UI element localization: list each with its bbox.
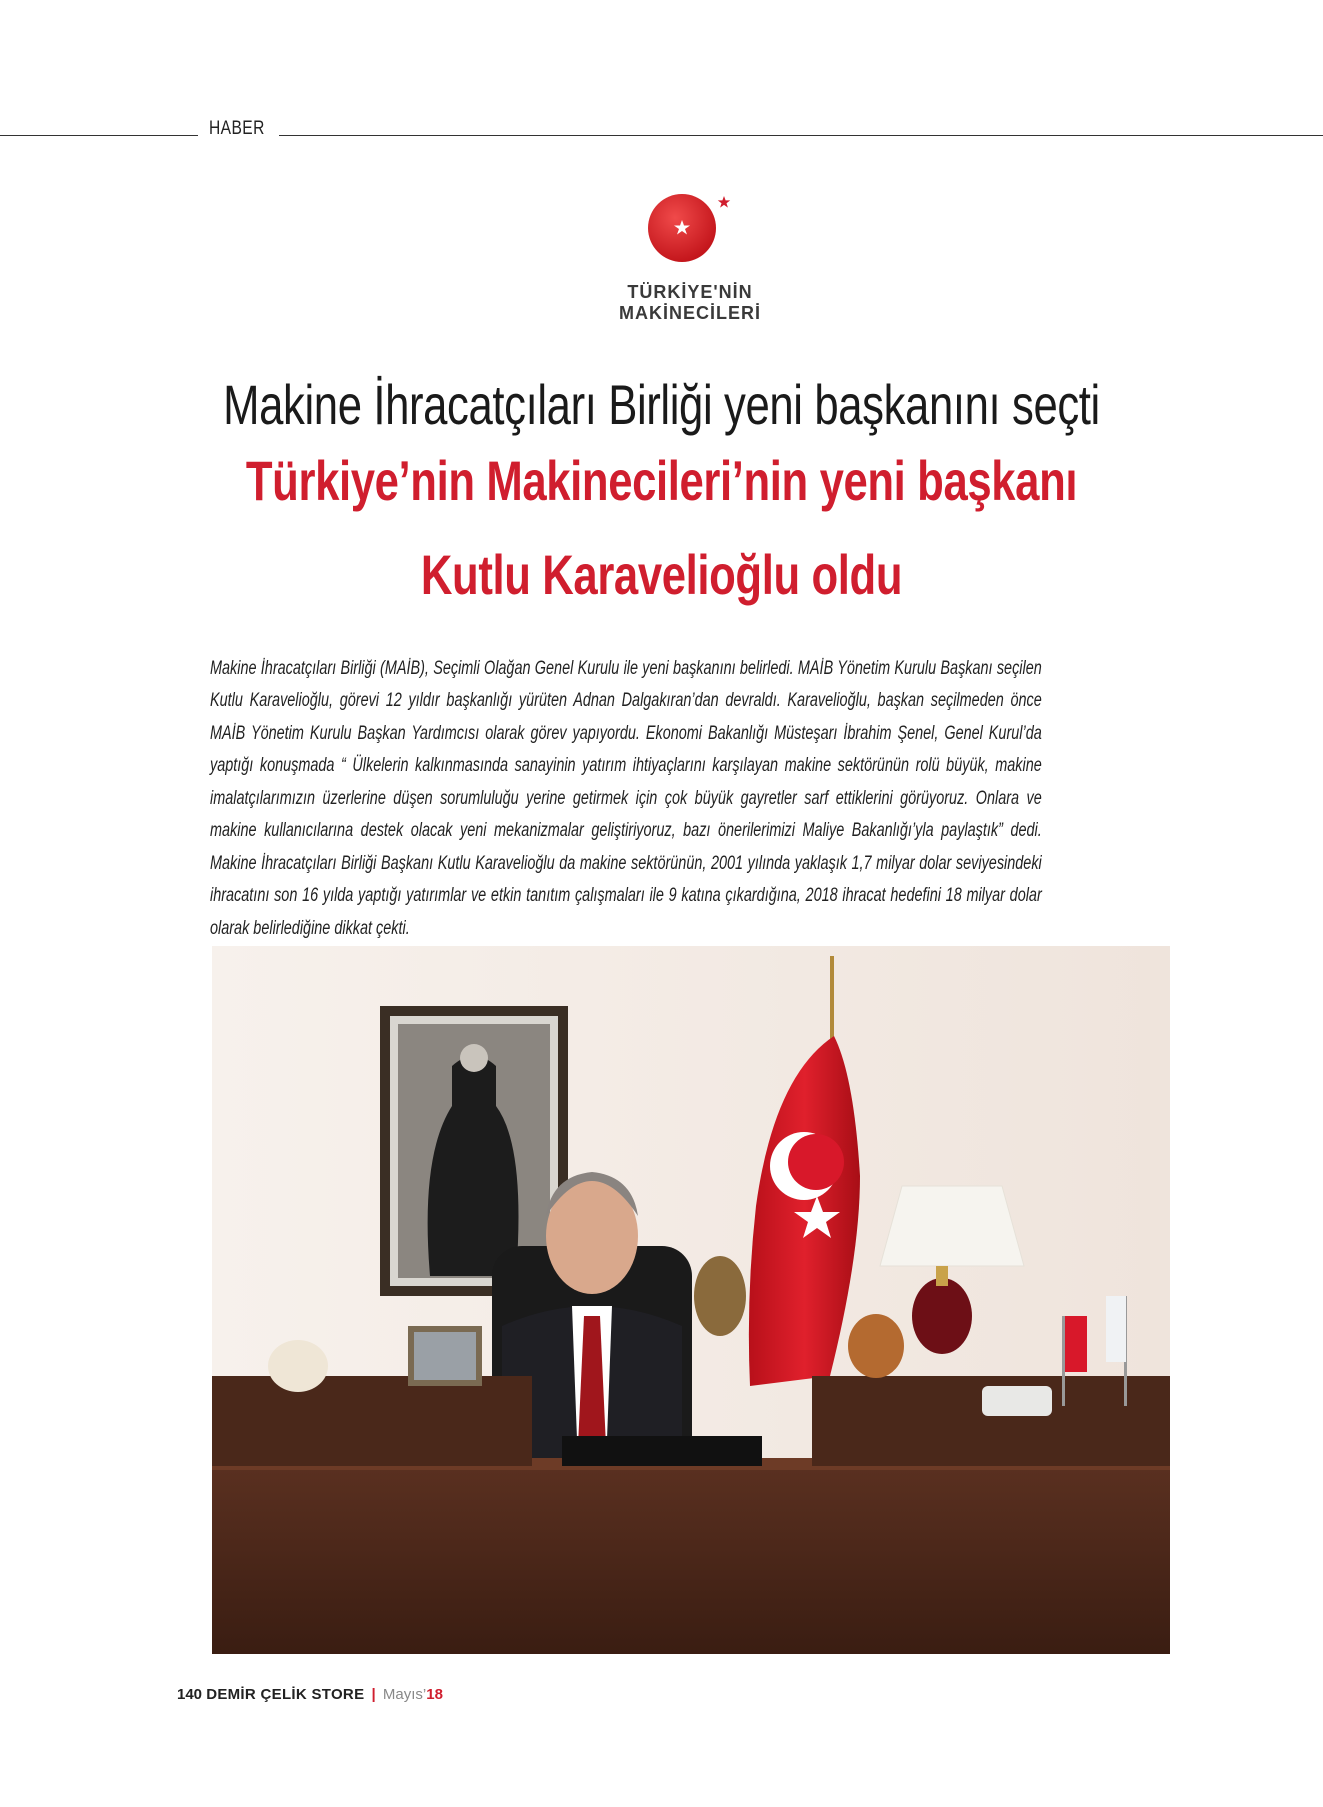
subheadline-line2: Kutlu Karavelioğlu oldu [420,543,903,606]
article-body: Makine İhracatçıları Birliği (MAİB), Seçimli Olağan Genel Kurulu ile yeni başkanını belirledi. MAİB Yönetim Kurulu Başkanı seçilen Kutlu Karavelioğlu, görevi 12 yıldır başkanlığı yürüten Adnan Dalgakıran’dan devraldı. Karavelioğlu, başkan seçilmeden önce MAİB Yönetim Kurulu Başkan Yardımcısı olarak görev yapıyordu. Ekonomi Bakanlığı Müsteşarı İbrahim Şenel, Genel Kurul’da yaptığı konuşmada “ Ülkelerin kalkınmasında sanayinin yatırım ihtiyaçlarını karşılayan makine sektörünün rolü büyük, makine imalatçılarımızın üzerlerine düşen sorumluluğu yerine getirmek için çok büyük gayretler sarf ettiklerini görüyoruz. Onlara ve makine kullanıcılarına destek olacak yeni mekanizmalar geliştiriyoruz, bazı önerilerimizi Maliye Bakanlığı’yla paylaştık” dedi. Makine İhracatçıları Birliği Başkanı Kutlu Karavelioğlu da makine sektörünün, 2001 yılında yaklaşık 1,7 milyar dolar seviyesindeki ihracatını son 16 yılda yaptığı yatırımlar ve etkin tanıtım çalışmaları ile 9 katına çıkardığına, 2018 ihracat hedefini 18 milyar dolar olarak belirlediğine dikkat çekti. [210,656,1042,939]
page-number: 140 [177,1686,203,1703]
subheadline-line1: Türkiye’nin Makinecileri’nin yeni başkanı [245,449,1078,512]
logo-text-line2: MAKİNECİLERİ [619,303,761,323]
section-header [0,110,1323,140]
page-footer [177,1686,443,1703]
issue-month: Mayıs’ [382,1686,427,1703]
footer-separator: | [371,1686,376,1703]
headline: Makine İhracatçıları Birliği yeni başkanını seçti [223,373,1100,436]
office-portrait-illustration [212,946,1170,1654]
header-rule-left [0,135,198,136]
issue-year: 18 [426,1686,443,1703]
magazine-name: DEMİR ÇELİK STORE [206,1686,365,1703]
red-circle-star-icon [646,192,736,272]
header-rule-right [279,135,1323,136]
logo-text-line1: TÜRKİYE'NİN [627,282,753,302]
turkiyenin-makinecileri-logo [610,192,770,327]
section-label: HABER [209,118,265,139]
article-photo [212,946,1170,1654]
